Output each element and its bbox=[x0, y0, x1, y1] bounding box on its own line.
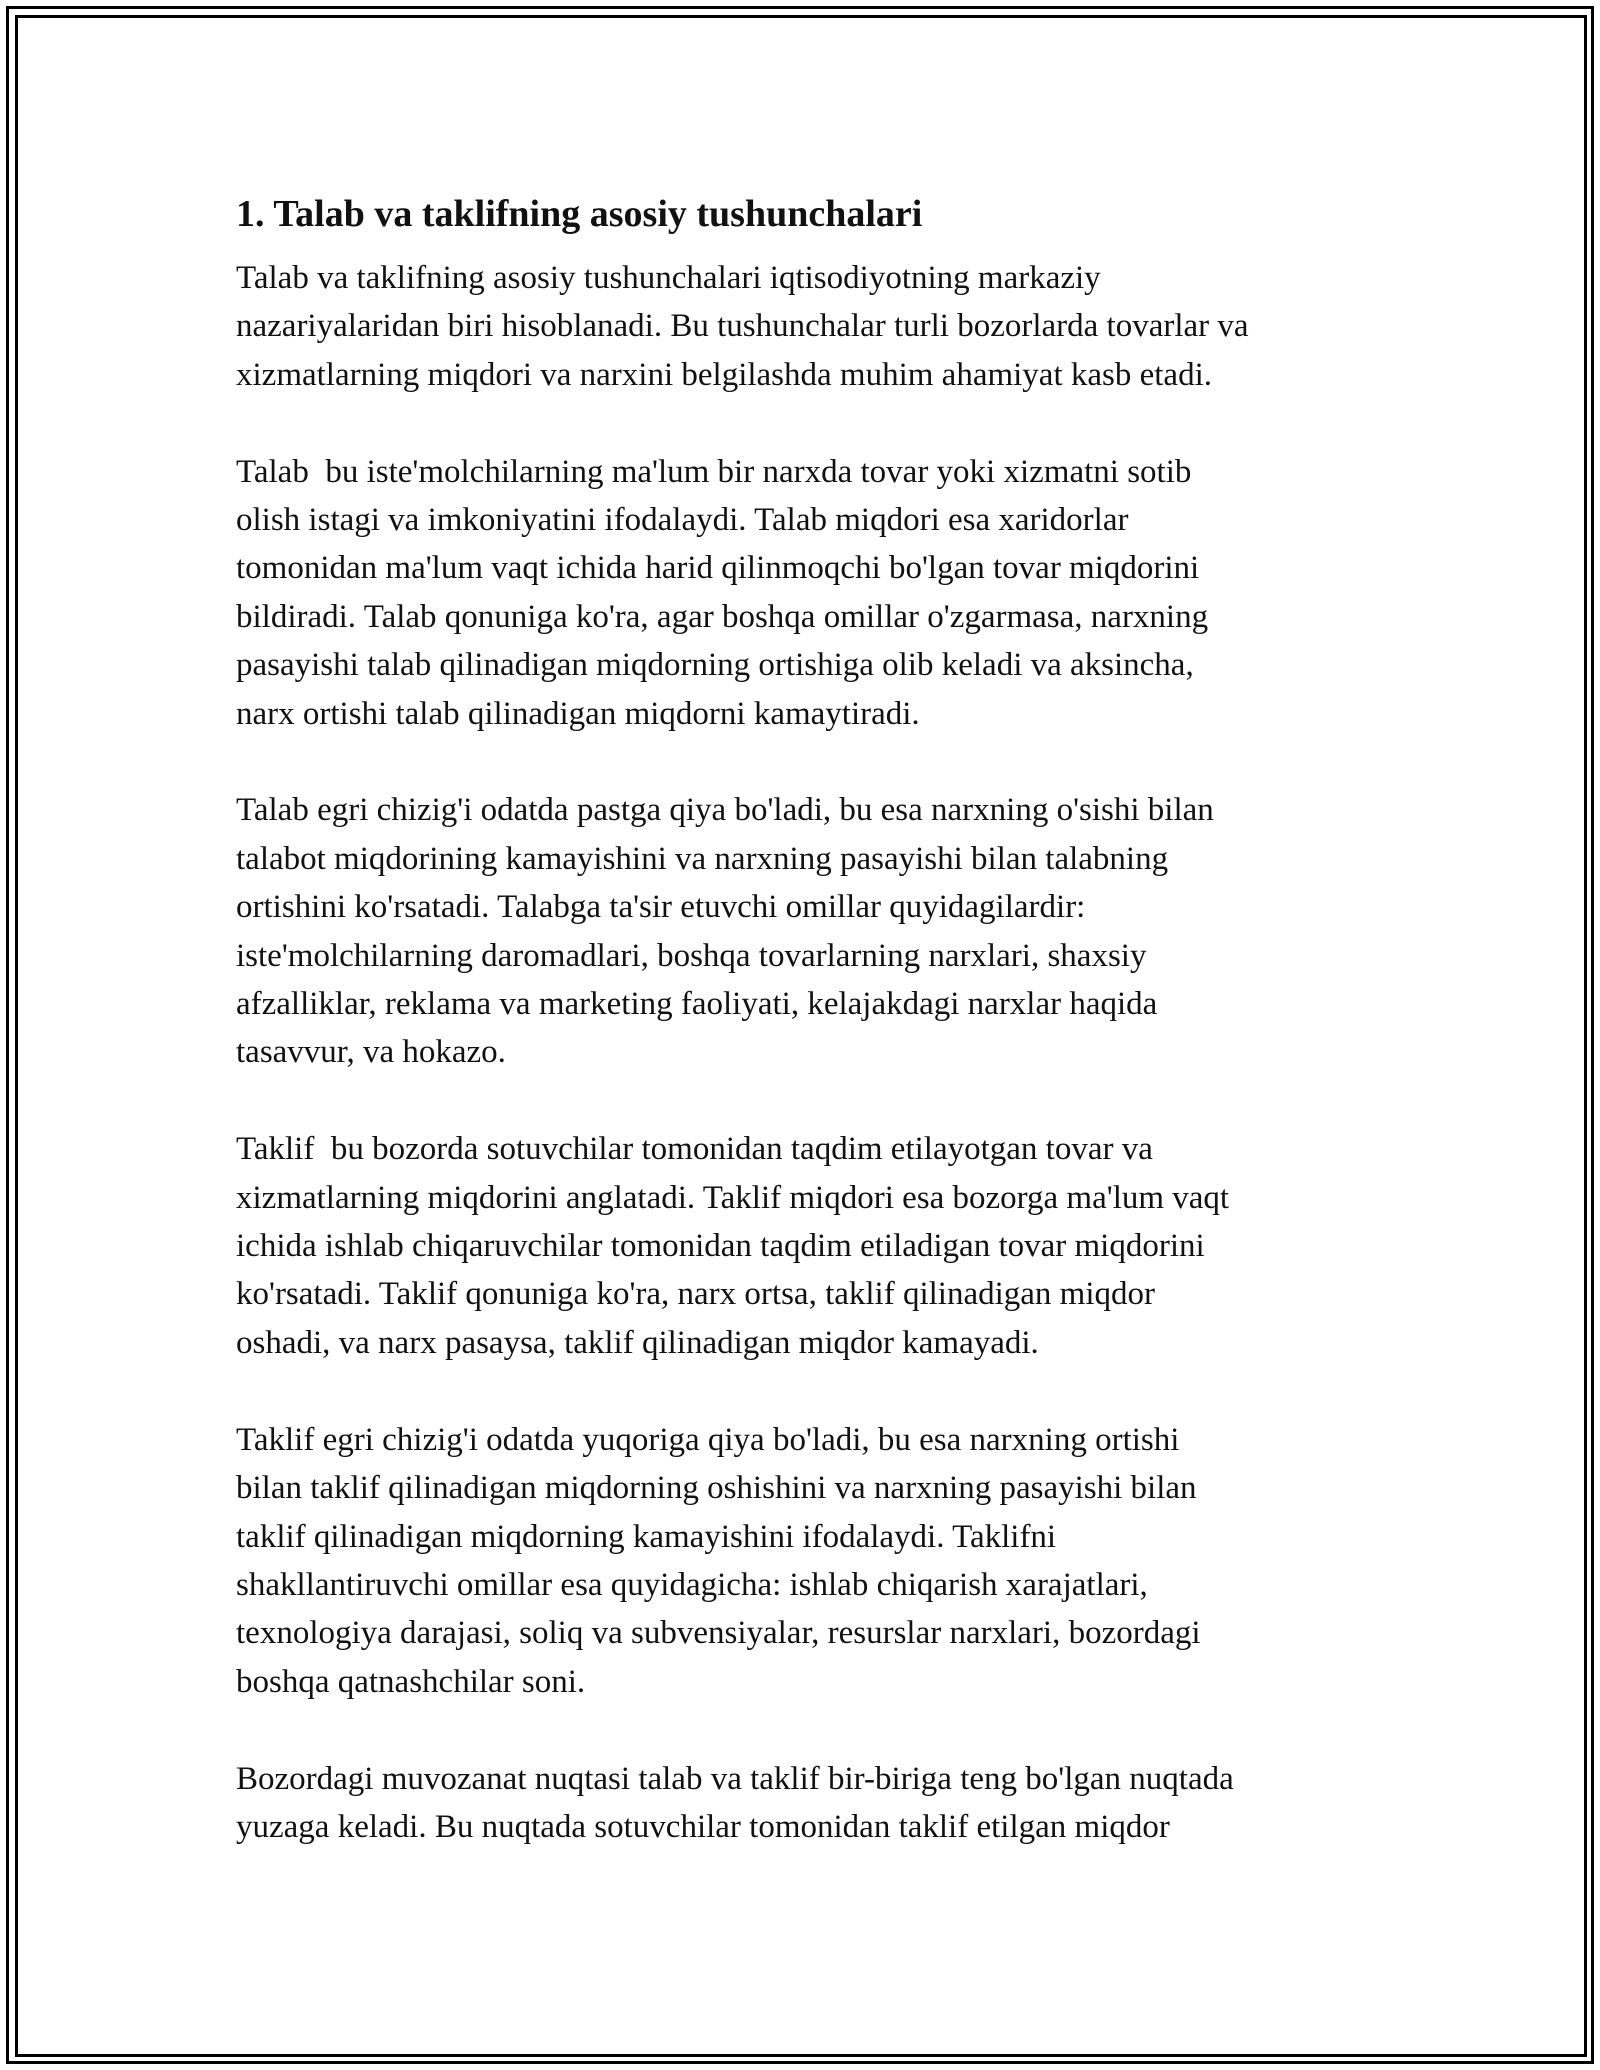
paragraph-demand-curve: Talab egri chizig'i odatda pastga qiya bo'ladi, bu esa narxning o'sishi bilan talabot miqdorining kamayishini va narxning pasayishi bilan talabning ortishini ko'rsatadi. Talabga ta'sir etuvchi omillar quyidagilardir: iste'molchilarning daromadlari, boshqa tovarlarning narxlari, shaxsiy afzalliklar, reklama va marketing faoliyati, kelajakdagi narxlar haqida tasavvur, va hokazo. bbox=[236, 792, 1214, 1071]
section-heading: 1. Talab va taklifning asosiy tushunchalari bbox=[236, 193, 923, 235]
document-body bbox=[236, 186, 1366, 1900]
paragraph-intro: Talab va taklifning asosiy tushunchalari iqtisodiyotning markaziy nazariyalaridan biri hisoblanadi. Bu tushunchalar turli bozorlarda tovarlar va xizmatlarning miqdori va narxini belgilashda muhim ahamiyat kasb etadi. bbox=[236, 260, 1249, 393]
paragraph-demand-definition: Talab bu iste'molchilarning ma'lum bir narxda tovar yoki xizmatni sotib olish istagi va imkoniyatini ifodalaydi. Talab miqdori esa xaridorlar tomonidan ma'lum vaqt ichida harid qilinmoqchi bo'lgan tovar miqdorini bildiradi. Talab qonuniga ko'ra, agar boshqa omillar o'zgarmasa, narxning pasayishi talab qilinadigan miqdorning ortishiga olib keladi va aksincha, narx ortishi talab qilinadigan miqdorni kamaytiradi. bbox=[236, 453, 1209, 732]
paragraph-equilibrium: Bozordagi muvozanat nuqtasi talab va taklif bir-biriga teng bo'lgan nuqtada yuzaga keladi. Bu nuqtada sotuvchilar tomonidan taklif etilgan miqdor bbox=[236, 1760, 1234, 1845]
paragraph-supply-curve: Taklif egri chizig'i odatda yuqoriga qiya bo'ladi, bu esa narxning ortishi bilan taklif qilinadigan miqdorning oshishini va narxning pasayishi bilan taklif qilinadigan miqdorning kamayishini ifodalaydi. Taklifni shakllantiruvchi omillar esa quyidagicha: ishlab chiqarish xarajatlari, texnologiya darajasi, soliq va subvensiyalar, resurslar narxlari, bozordagi boshqa qatnashchilar soni. bbox=[236, 1421, 1201, 1700]
paragraph-supply-definition: Taklif bu bozorda sotuvchilar tomonidan taqdim etilayotgan tovar va xizmatlarning miqdorini anglatadi. Taklif miqdori esa bozorga ma'lum vaqt ichida ishlab chiqaruvchilar tomonidan taqdim etiladigan tovar miqdorini ko'rsatadi. Taklif qonuniga ko'ra, narx ortsa, taklif qilinadigan miqdor oshadi, va narx pasaysa, taklif qilinadigan miqdor kamayadi. bbox=[236, 1131, 1230, 1361]
